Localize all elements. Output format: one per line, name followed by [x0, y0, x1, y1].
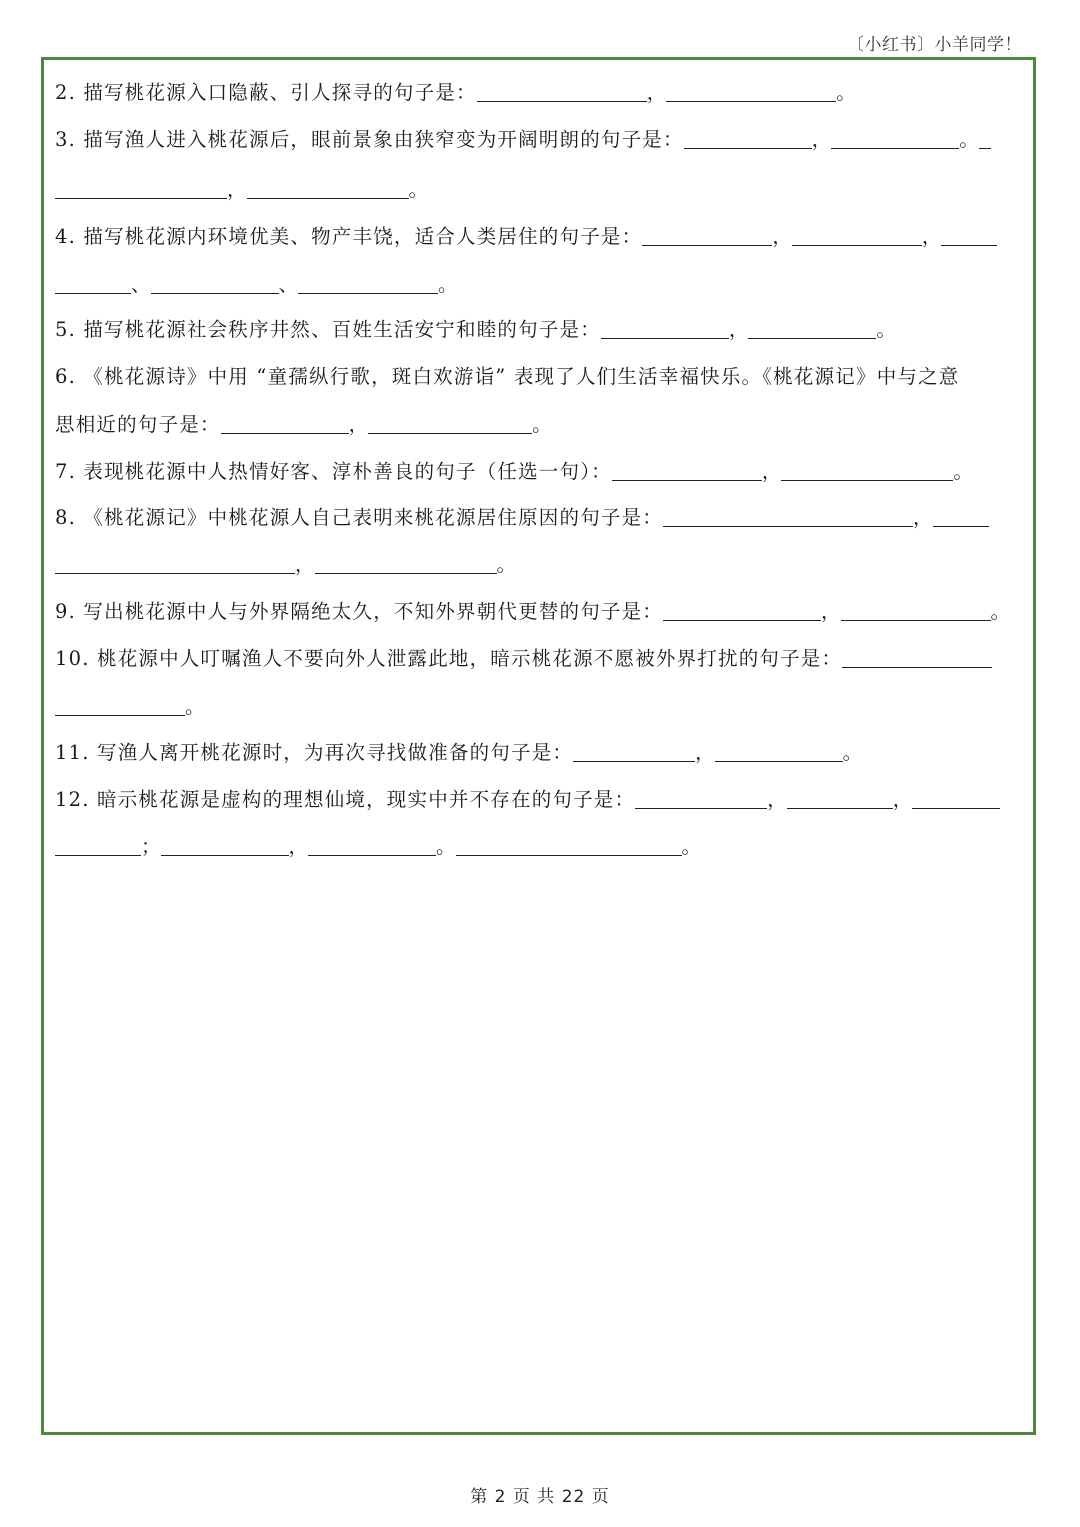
- question-10-text: 10. 桃花源中人叮嘱渔人不要向外人泄露此地，暗示桃花源不愿被外界打扰的句子是：: [55, 647, 843, 670]
- question-10: [55, 644, 1031, 674]
- question-9: [55, 597, 1031, 627]
- comma: ，: [295, 553, 315, 576]
- comma: ，: [921, 225, 942, 248]
- enumeration-comma: 、: [131, 273, 151, 296]
- answer-blank[interactable]: [715, 741, 843, 762]
- answer-blank[interactable]: [247, 178, 409, 199]
- period: 。: [953, 460, 973, 483]
- period: 。: [436, 835, 456, 858]
- question-12-cont: [55, 832, 1031, 862]
- comma: ，: [728, 318, 749, 341]
- question-9-text: 9. 写出桃花源中人与外界隔绝太久，不知外界朝代更替的句子是：: [55, 600, 664, 623]
- question-11-text: 11. 写渔人离开桃花源时，为再次寻找做准备的句子是：: [55, 741, 574, 764]
- question-8: [55, 503, 1031, 533]
- period: 。: [185, 695, 205, 718]
- answer-blank[interactable]: [55, 695, 185, 716]
- page-number: 第 2 页 共 22 页: [470, 1487, 610, 1507]
- question-4: [55, 222, 1031, 252]
- answer-blank[interactable]: [308, 835, 436, 856]
- question-3-text: 3. 描写渔人进入桃花源后，眼前景象由狭窄变为开阔明朗的句子是：: [55, 128, 684, 151]
- period: 。: [842, 741, 863, 764]
- answer-blank[interactable]: [221, 413, 349, 434]
- comma: ，: [348, 413, 369, 436]
- question-6-text-cont: 思相近的句子是：: [55, 413, 221, 436]
- enumeration-comma: 、: [278, 273, 299, 296]
- answer-blank[interactable]: [573, 741, 695, 762]
- header-text: 〔小红书〕小羊同学！: [847, 35, 1022, 55]
- period: 。: [836, 81, 856, 104]
- answer-blank[interactable]: [781, 460, 953, 481]
- answer-blank[interactable]: [663, 600, 821, 621]
- question-5-text: 5. 描写桃花源社会秩序井然、百姓生活安宁和睦的句子是：: [55, 318, 601, 341]
- answer-blank[interactable]: [912, 788, 1000, 809]
- comma: ，: [767, 788, 787, 811]
- period: 。: [876, 318, 896, 341]
- question-6-cont: [55, 410, 1031, 440]
- question-7-text: 7. 表现桃花源中人热情好客、淳朴善良的句子（任选一句）：: [55, 460, 612, 483]
- answer-blank[interactable]: [456, 835, 682, 856]
- question-6-text: 6. 《桃花源诗》中用 “童孺纵行歌，斑白欢游诣” 表现了人们生活幸福快乐。《桃花源记》中与之意: [55, 365, 960, 388]
- answer-blank[interactable]: [55, 178, 227, 199]
- comma: ，: [227, 178, 247, 201]
- answer-blank[interactable]: [684, 128, 812, 149]
- answer-blank[interactable]: [315, 553, 497, 574]
- comma: ，: [811, 128, 832, 151]
- comma: ，: [646, 81, 667, 104]
- answer-blank[interactable]: [933, 506, 989, 527]
- answer-blank[interactable]: [642, 225, 772, 246]
- answer-blank[interactable]: [635, 788, 767, 809]
- answer-blank[interactable]: [161, 835, 289, 856]
- comma: ，: [288, 835, 309, 858]
- question-12-text: 12. 暗示桃花源是虚构的理想仙境，现实中并不存在的句子是：: [55, 788, 636, 811]
- question-3: [55, 125, 1031, 155]
- answer-blank[interactable]: [841, 600, 991, 621]
- answer-blank[interactable]: [787, 788, 893, 809]
- question-11: [55, 738, 1031, 768]
- question-4-cont: [55, 270, 1031, 300]
- answer-blank[interactable]: [477, 81, 647, 102]
- question-2-text: 2. 描写桃花源入口隐蔽、引人探寻的句子是：: [55, 81, 477, 104]
- answer-blank[interactable]: [663, 506, 913, 527]
- question-10-cont: [55, 692, 1031, 722]
- semicolon: ；: [141, 835, 161, 858]
- question-12: [55, 785, 1031, 815]
- comma: ，: [772, 225, 792, 248]
- worksheet-frame: [41, 57, 1036, 1435]
- period: 。: [408, 178, 429, 201]
- period: 。: [959, 128, 979, 151]
- answer-blank[interactable]: [298, 273, 438, 294]
- period: 。: [496, 553, 517, 576]
- period: 。: [990, 600, 1011, 623]
- answer-blank[interactable]: [831, 128, 959, 149]
- answer-blank[interactable]: [151, 273, 279, 294]
- period: 。: [438, 273, 458, 296]
- period: 。: [532, 413, 552, 436]
- comma: ，: [892, 788, 913, 811]
- answer-blank[interactable]: [792, 225, 922, 246]
- comma: ，: [821, 600, 841, 623]
- comma: ，: [761, 460, 782, 483]
- question-5: [55, 315, 1031, 345]
- answer-blank[interactable]: [55, 835, 141, 856]
- answer-blank[interactable]: [842, 647, 992, 668]
- answer-blank[interactable]: [666, 81, 836, 102]
- comma: ，: [913, 506, 933, 529]
- answer-blank[interactable]: [368, 413, 532, 434]
- answer-blank[interactable]: [55, 273, 131, 294]
- answer-blank[interactable]: [601, 318, 729, 339]
- answer-blank[interactable]: [55, 553, 295, 574]
- question-4-text: 4. 描写桃花源内环境优美、物产丰饶，适合人类居住的句子是：: [55, 225, 643, 248]
- question-6: [55, 362, 1031, 392]
- comma: ，: [695, 741, 715, 764]
- question-3-cont: [55, 175, 1031, 205]
- question-2: [55, 78, 1031, 108]
- question-8-text: 8. 《桃花源记》中桃花源人自己表明来桃花源居住原因的句子是：: [55, 506, 664, 529]
- answer-blank[interactable]: [748, 318, 876, 339]
- answer-blank[interactable]: [979, 128, 991, 149]
- question-7: [55, 457, 1031, 487]
- question-8-cont: [55, 550, 1031, 580]
- answer-blank[interactable]: [941, 225, 997, 246]
- period: 。: [681, 835, 702, 858]
- answer-blank[interactable]: [612, 460, 762, 481]
